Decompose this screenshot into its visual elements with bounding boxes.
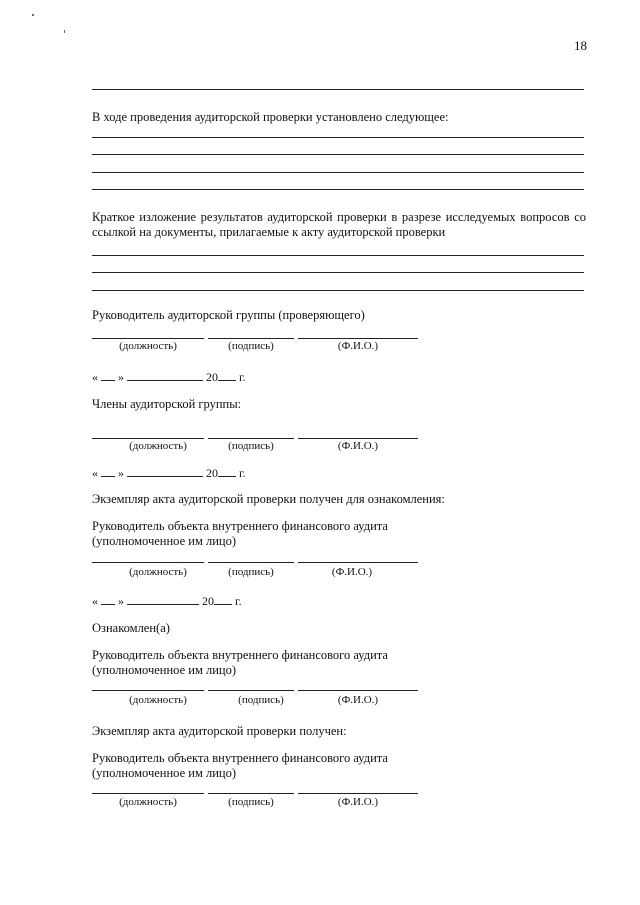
signature-line — [208, 793, 294, 794]
quote-open: « — [92, 370, 98, 384]
name-line — [298, 338, 418, 339]
fill-line — [92, 189, 584, 190]
fill-line — [92, 290, 584, 291]
position-line — [92, 562, 204, 563]
caption-position: (должность) — [119, 796, 177, 808]
scan-speck — [64, 30, 65, 33]
position-line — [92, 793, 204, 794]
year-prefix: 20 — [202, 594, 214, 608]
year-suffix: г. — [239, 466, 246, 480]
object-head-sublabel: (уполномоченное им лицо) — [92, 663, 237, 677]
fill-line — [92, 172, 584, 173]
caption-name: (Ф.И.О.) — [337, 440, 379, 452]
caption-signature: (подпись) — [228, 340, 274, 352]
date-line — [92, 466, 246, 481]
fill-line — [92, 272, 584, 273]
quote-open: « — [92, 594, 98, 608]
year-blank — [218, 370, 236, 381]
caption-signature: (подпись) — [238, 694, 284, 706]
month-blank — [127, 370, 203, 381]
object-head-label: Руководитель объекта внутреннего финансового аудита — [92, 519, 388, 533]
month-blank — [127, 466, 203, 477]
date-line — [92, 594, 242, 609]
fill-line — [92, 154, 584, 155]
name-line — [298, 438, 418, 439]
acquainted-label: Ознакомлен(а) — [92, 621, 170, 635]
day-blank — [101, 466, 115, 477]
quote-close: » — [118, 370, 124, 384]
caption-signature: (подпись) — [228, 566, 274, 578]
caption-name: (Ф.И.О.) — [337, 694, 379, 706]
object-head-label: Руководитель объекта внутреннего финансового аудита — [92, 751, 388, 765]
intro-text: В ходе проведения аудиторской проверки установлено следующее: — [92, 110, 449, 124]
name-line — [298, 793, 418, 794]
caption-position: (должность) — [119, 340, 177, 352]
signature-line — [208, 338, 294, 339]
caption-signature: (подпись) — [228, 440, 274, 452]
name-line — [298, 562, 418, 563]
page-number: 18 — [574, 38, 587, 53]
object-head-label: Руководитель объекта внутреннего финансового аудита — [92, 648, 388, 662]
caption-position: (должность) — [129, 440, 187, 452]
year-suffix: г. — [239, 370, 246, 384]
quote-close: » — [118, 594, 124, 608]
signature-line — [208, 562, 294, 563]
day-blank — [101, 370, 115, 381]
caption-signature: (подпись) — [228, 796, 274, 808]
name-line — [298, 690, 418, 691]
signature-line — [208, 690, 294, 691]
day-blank — [101, 594, 115, 605]
quote-close: » — [118, 466, 124, 480]
position-line — [92, 438, 204, 439]
caption-name: (Ф.И.О.) — [337, 796, 379, 808]
summary-text: Краткое изложение результатов аудиторской проверки в разрезе исследуемых вопросов со ссылкой на документы, прилагаемые к акту аудиторской проверки — [92, 210, 586, 239]
year-blank — [214, 594, 232, 605]
object-head-sublabel: (уполномоченное им лицо) — [92, 766, 237, 780]
audit-members-label: Члены аудиторской группы: — [92, 397, 242, 411]
date-line — [92, 370, 246, 385]
year-prefix: 20 — [206, 370, 218, 384]
object-head-sublabel: (уполномоченное им лицо) — [92, 534, 237, 548]
quote-open: « — [92, 466, 98, 480]
signature-line — [208, 438, 294, 439]
caption-position: (должность) — [129, 694, 187, 706]
month-blank — [127, 594, 199, 605]
copy-review-label: Экземпляр акта аудиторской проверки получен для ознакомления: — [92, 492, 445, 506]
fill-line — [92, 89, 584, 90]
position-line — [92, 338, 204, 339]
caption-name: (Ф.И.О.) — [331, 566, 373, 578]
scan-speck — [32, 14, 34, 16]
position-line — [92, 690, 204, 691]
year-blank — [218, 466, 236, 477]
year-suffix: г. — [235, 594, 242, 608]
year-prefix: 20 — [206, 466, 218, 480]
caption-name: (Ф.И.О.) — [337, 340, 379, 352]
fill-line — [92, 255, 584, 256]
caption-position: (должность) — [129, 566, 187, 578]
fill-line — [92, 137, 584, 138]
copy-received-label: Экземпляр акта аудиторской проверки получен: — [92, 724, 347, 738]
audit-head-label: Руководитель аудиторской группы (проверяющего) — [92, 308, 365, 322]
